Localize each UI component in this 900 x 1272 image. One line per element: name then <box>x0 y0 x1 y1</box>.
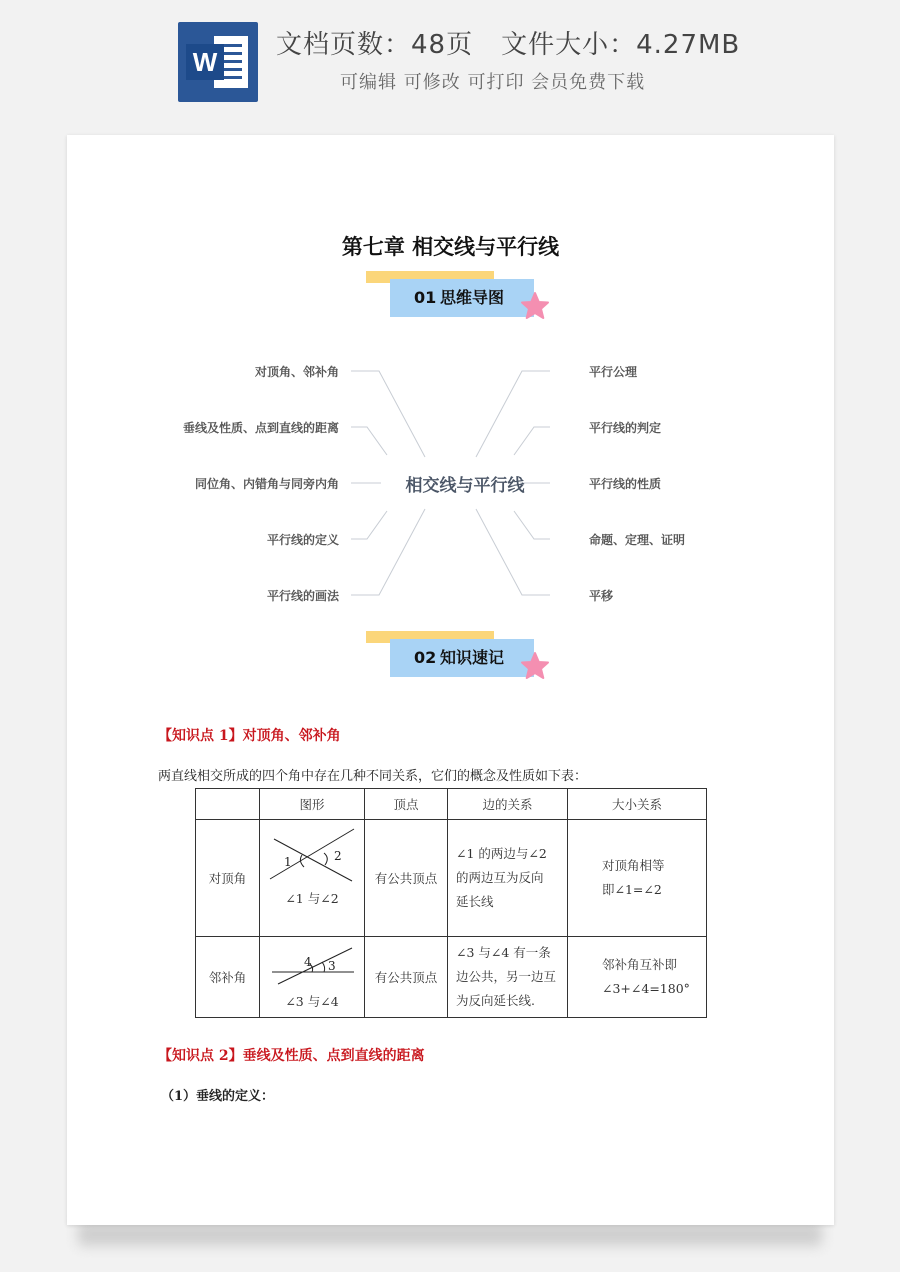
angle-label: 1 <box>284 854 292 869</box>
vertical-angles-figure <box>260 821 364 936</box>
size-relation-cell: 邻补角互补即 ∠3+∠4=180° <box>568 937 707 1018</box>
section-heading-notes <box>366 631 536 681</box>
download-banner <box>0 0 900 120</box>
section-label: 思维导图 <box>440 288 505 307</box>
figure-cell <box>260 937 365 1018</box>
kp1-intro: 两直线相交所成的四个角中存在几种不同关系，它们的概念及性质如下表： <box>158 769 588 784</box>
chapter-title: 第七章 相交线与平行线 <box>341 235 560 259</box>
angle-label: 3 <box>328 958 336 973</box>
edge-relation-cell: ∠3 与∠4 有一条 边公共，另一边互 为反向延长线. <box>448 937 568 1018</box>
document-page <box>67 135 834 1225</box>
table-header: 图形 <box>260 789 365 820</box>
page-count: 文档页数：48页 <box>276 30 474 60</box>
table-header <box>196 789 260 820</box>
file-info <box>276 24 740 61</box>
feature-list: 可编辑 可修改 可打印 会员免费下载 <box>340 72 646 93</box>
edge-relation-cell: ∠1 的两边与∠2 的两边互为反向 延长线 <box>448 820 568 937</box>
vertex-cell: 有公共顶点 <box>365 937 448 1018</box>
angle-label: 2 <box>334 848 342 863</box>
row-name: 邻补角 <box>196 937 260 1018</box>
mind-map-node: 平移 <box>589 589 614 603</box>
star-icon <box>520 291 550 321</box>
mind-map-node: 命题、定理、证明 <box>589 533 686 547</box>
kp2-subheading: （1）垂线的定义： <box>161 1089 275 1104</box>
adjacent-angles-figure <box>260 938 364 1017</box>
section-number: 01 <box>414 288 437 307</box>
figure-caption: ∠1 与∠2 <box>285 890 339 906</box>
section-number: 02 <box>414 648 437 667</box>
mind-map <box>67 335 834 635</box>
table-header: 边的关系 <box>448 789 568 820</box>
star-icon <box>520 651 550 681</box>
mind-map-node: 垂线及性质、点到直线的距离 <box>182 421 339 435</box>
word-logo-letter: W <box>186 44 224 80</box>
mind-map-node: 平行线的定义 <box>266 533 339 547</box>
angle-relations-table <box>195 788 707 1018</box>
table-header-row <box>196 789 707 820</box>
row-name: 对顶角 <box>196 820 260 937</box>
section-label: 知识速记 <box>440 648 505 667</box>
table-row <box>196 937 707 1018</box>
figure-caption: ∠3 与∠4 <box>285 993 339 1009</box>
table-header: 顶点 <box>365 789 448 820</box>
mind-map-node: 平行线的画法 <box>266 589 339 603</box>
angle-label: 4 <box>304 954 312 969</box>
section-heading-mindmap <box>366 271 536 321</box>
mind-map-center: 相交线与平行线 <box>405 476 525 496</box>
mind-map-node: 平行公理 <box>589 365 638 379</box>
knowledge-point-2-title: 【知识点 2】垂线及性质、点到直线的距离 <box>158 1048 425 1064</box>
mind-map-node: 平行线的性质 <box>589 477 662 491</box>
mind-map-node: 平行线的判定 <box>589 421 662 435</box>
knowledge-point-1-title: 【知识点 1】对顶角、邻补角 <box>158 728 341 744</box>
word-document-icon <box>178 22 258 102</box>
size-relation-cell: 对顶角相等 即∠1=∠2 <box>568 820 707 937</box>
table-row <box>196 820 707 937</box>
mind-map-node: 同位角、内错角与同旁内角 <box>194 477 339 491</box>
file-size: 文件大小：4.27MB <box>501 30 741 60</box>
vertex-cell: 有公共顶点 <box>365 820 448 937</box>
figure-cell <box>260 820 365 937</box>
mind-map-node: 对顶角、邻补角 <box>254 365 339 379</box>
table-header: 大小关系 <box>568 789 707 820</box>
